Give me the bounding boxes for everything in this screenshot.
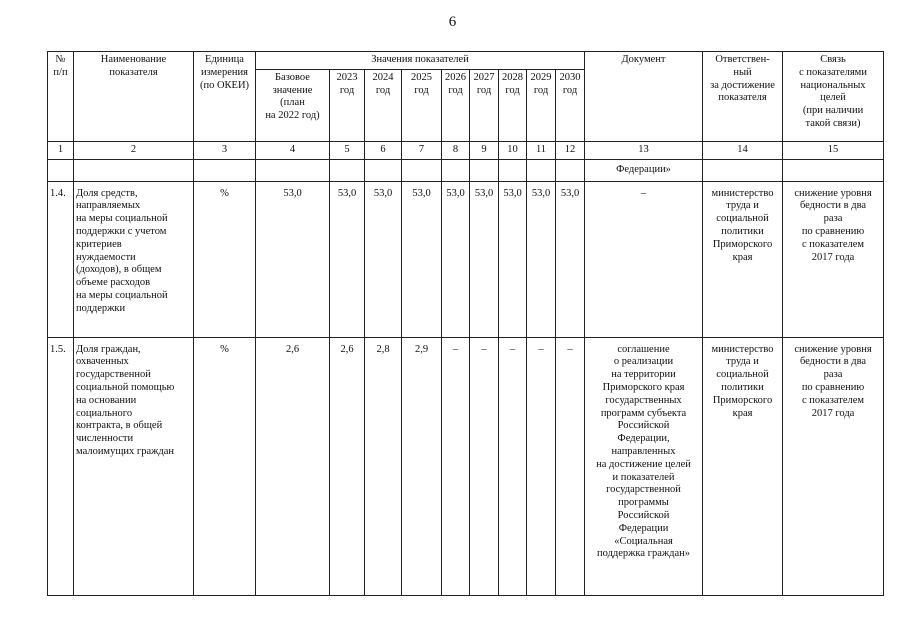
header-year-2029: 2029 год bbox=[527, 69, 556, 141]
responsible-cell: министерство труда и социальной политики Приморского края bbox=[703, 337, 783, 595]
value-2026: 53,0 bbox=[442, 181, 470, 337]
header-unit: Единица измерения (по ОКЕИ) bbox=[194, 52, 256, 142]
column-number: 15 bbox=[783, 141, 884, 159]
link-cell: снижение уровня бедности в два раза по сравнению с показателем 2017 года bbox=[783, 181, 884, 337]
value-2028: – bbox=[499, 337, 527, 595]
value-2025: 53,0 bbox=[402, 181, 442, 337]
table-row bbox=[48, 181, 884, 337]
value-2029: 53,0 bbox=[527, 181, 556, 337]
page-number: 6 bbox=[448, 14, 457, 30]
value-2027: 53,0 bbox=[470, 181, 499, 337]
indicator-name: Доля граждан, охваченных государственной социальной помощью на основании социального контракта, в общей численности малоимущих граждан bbox=[74, 337, 194, 595]
column-number: 7 bbox=[402, 141, 442, 159]
indicators-table bbox=[47, 51, 884, 596]
value-2024: 2,8 bbox=[365, 337, 402, 595]
header-link: Связь с показателями национальных целей (при наличии такой связи) bbox=[783, 52, 884, 142]
column-number: 1 bbox=[48, 141, 74, 159]
column-number: 8 bbox=[442, 141, 470, 159]
column-number: 3 bbox=[194, 141, 256, 159]
row-number: 1.4. bbox=[48, 181, 74, 337]
link-cell: снижение уровня бедности в два раза по сравнению с показателем 2017 года bbox=[783, 337, 884, 595]
table-row bbox=[48, 337, 884, 595]
column-number: 14 bbox=[703, 141, 783, 159]
header-year-2025: 2025 год bbox=[402, 69, 442, 141]
value-2027: – bbox=[470, 337, 499, 595]
header-year-2030: 2030 год bbox=[556, 69, 585, 141]
value-2030: 53,0 bbox=[556, 181, 585, 337]
column-number: 6 bbox=[365, 141, 402, 159]
header-name: Наименование показателя bbox=[74, 52, 194, 142]
continuation-document: Федерации» bbox=[585, 159, 703, 181]
column-number: 11 bbox=[527, 141, 556, 159]
row-number: 1.5. bbox=[48, 337, 74, 595]
responsible-cell: министерство труда и социальной политики Приморского края bbox=[703, 181, 783, 337]
document-cell: – bbox=[585, 181, 703, 337]
header-base: Базовое значение (план на 2022 год) bbox=[256, 69, 330, 141]
header-year-2026: 2026 год bbox=[442, 69, 470, 141]
column-numbers-row bbox=[48, 141, 884, 159]
column-number: 12 bbox=[556, 141, 585, 159]
column-number: 10 bbox=[499, 141, 527, 159]
continuation-row bbox=[48, 159, 884, 181]
column-number: 4 bbox=[256, 141, 330, 159]
column-number: 13 bbox=[585, 141, 703, 159]
column-number: 9 bbox=[470, 141, 499, 159]
value-2025: 2,9 bbox=[402, 337, 442, 595]
indicator-name: Доля средств, направляемых на меры социальной поддержки с учетом критериев нуждаемости (доходов), в общем объеме расходов на меры социальной поддержки bbox=[74, 181, 194, 337]
unit-cell: % bbox=[194, 337, 256, 595]
base-value: 2,6 bbox=[256, 337, 330, 595]
value-2023: 53,0 bbox=[330, 181, 365, 337]
column-number: 2 bbox=[74, 141, 194, 159]
document-cell: соглашение о реализации на территории Приморского края государственных программ субъекта Российской Федерации, направленных на достижение целей и показателей государственной программы Российской Федерации «Социальная поддержка граждан» bbox=[585, 337, 703, 595]
header-year-2024: 2024 год bbox=[365, 69, 402, 141]
header-num: № п/п bbox=[48, 52, 74, 142]
value-2028: 53,0 bbox=[499, 181, 527, 337]
header-year-2027: 2027 год bbox=[470, 69, 499, 141]
header-responsible: Ответствен- ный за достижение показателя bbox=[703, 52, 783, 142]
value-2029: – bbox=[527, 337, 556, 595]
column-number: 5 bbox=[330, 141, 365, 159]
base-value: 53,0 bbox=[256, 181, 330, 337]
header-document: Документ bbox=[585, 52, 703, 142]
value-2026: – bbox=[442, 337, 470, 595]
header-year-2023: 2023 год bbox=[330, 69, 365, 141]
header-values-group: Значения показателей bbox=[256, 52, 585, 70]
value-2023: 2,6 bbox=[330, 337, 365, 595]
unit-cell: % bbox=[194, 181, 256, 337]
value-2024: 53,0 bbox=[365, 181, 402, 337]
value-2030: – bbox=[556, 337, 585, 595]
header-year-2028: 2028 год bbox=[499, 69, 527, 141]
header-row-1 bbox=[48, 52, 884, 70]
